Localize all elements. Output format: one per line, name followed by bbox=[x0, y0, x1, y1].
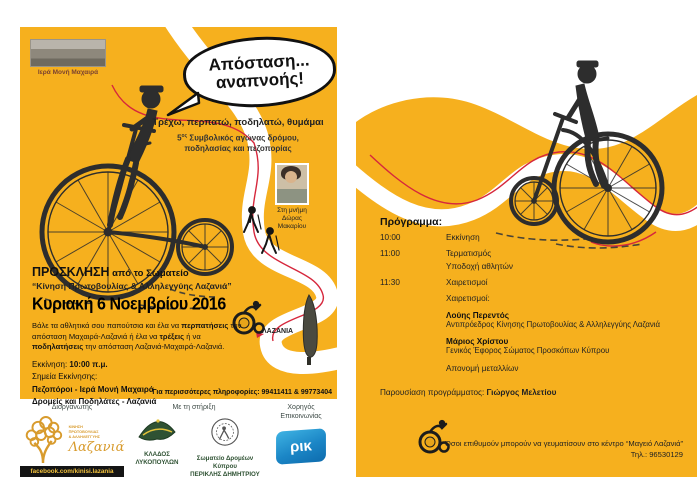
start-point-runners: Δρομείς και Ποδηλάτες - Λαζανιά bbox=[32, 397, 157, 407]
organizer-logo-text: ΚΙΝΗΣΗ ΠΡΩΤΟΒΟΥΛΙΑΣ & ΑΛΛΗΛΕΓΓΥΗΣ bbox=[68, 424, 100, 439]
scout-cap-icon bbox=[137, 417, 177, 443]
start-point-walkers: Πεζοπόροι - Ιερά Μονή Μαχαιρά bbox=[32, 384, 154, 394]
facebook-url: facebook.com/kinisi.lazania bbox=[20, 466, 124, 477]
monastery-caption: Ιερά Μονή Μαχαιρά bbox=[37, 69, 99, 76]
phone-info-line: Για περισσότερες πληροφορίες: 99411411 & 99773404 bbox=[152, 389, 332, 396]
rik-logo: ρικ bbox=[276, 428, 326, 465]
program-row: 10:00 Εκκίνηση bbox=[380, 233, 480, 242]
program-heading: Πρόγραμμα: bbox=[380, 216, 443, 228]
program-row: 11:30 Χαιρετισμοί bbox=[380, 277, 488, 287]
subtitle-rest: Συμβολικός αγώνας δρόμου, bbox=[187, 133, 299, 143]
greetings-label-row: Χαιρετισμοί: bbox=[446, 294, 490, 304]
start-info: Εκκίνηση: 10:00 π.μ. Σημεία Εκκίνησης: Πεζοπόροι - Ιερά Μονή Μαχαιρά Δρομείς και Ποδηλάτες - Λαζανιά bbox=[32, 359, 157, 407]
speaker-title: Γενικός Έφορος Σώματος Προσκόπων Κύπρου bbox=[446, 346, 610, 356]
speech-bubble-tail bbox=[166, 91, 200, 117]
memorial-photo bbox=[275, 163, 309, 205]
invitation-subtitle: “Κίνηση Πρωτοβουλίας & Αλληλεγγύης Λαζανιά” bbox=[32, 281, 232, 291]
speaker-title: Αντιπρόεδρος Κίνησης Πρωτοβουλίας & Αλληλεγγύης Λαζανιά bbox=[446, 320, 660, 330]
runners-club-seal-icon bbox=[210, 417, 240, 447]
event-date: Κυριακή 6 Νοεμβρίου 2016 bbox=[32, 295, 226, 315]
event-poster bbox=[20, 27, 337, 407]
tree-logo-icon bbox=[20, 415, 66, 465]
support-column bbox=[128, 404, 260, 479]
memorial-photo-shirt bbox=[277, 189, 307, 203]
subtitle-line2: ποδηλασίας και πεζοπορίας bbox=[184, 144, 292, 154]
scouts-logo-block: ΚΛΑΔΟΣ ΛΥΚΟΠΟΥΛΩΝ bbox=[128, 417, 186, 479]
program-block bbox=[380, 216, 680, 373]
poster-tagline: Τρέχω, περπατώ, ποδηλατώ, θυμάμαι bbox=[152, 117, 324, 128]
organizer-logo bbox=[20, 415, 124, 465]
runners-club-block: Σωματείο Δρομέων Κύπρου ΠΕΡΙΚΛΗΣ ΔΗΜΗΤΡΙΟΥ bbox=[190, 417, 260, 479]
organizer-column bbox=[20, 404, 124, 477]
organizer-logo-name: Λαζανιά bbox=[68, 439, 125, 455]
invitation-title: ΠΡΟΣΚΛΗΣΗ από το Σωματείο bbox=[32, 265, 189, 279]
organizer-heading: Διοργανωτής bbox=[51, 404, 93, 411]
presentation-line: Παρουσίαση προγράμματος: Γιώργος Μελετίου bbox=[380, 388, 557, 397]
start-points-label: Σημεία Εκκίνησης: bbox=[32, 372, 98, 382]
media-sponsor-heading: Χορηγός Επικοινωνίας bbox=[280, 404, 322, 420]
monastery-photo bbox=[30, 39, 106, 67]
invitation-block bbox=[32, 265, 260, 408]
memorial-photo-face bbox=[285, 171, 297, 183]
lazania-map-label: ΛΑΖΑΝΙΑ bbox=[262, 328, 294, 335]
memorial-caption: Στη μνήμη Δώρας Μακαρίου bbox=[277, 207, 307, 231]
memorial-block bbox=[272, 163, 312, 231]
medals-line: Απονομή μεταλλίων bbox=[446, 364, 519, 374]
subtitle-ordinal: ος bbox=[181, 133, 188, 139]
subtitle-number: 5 bbox=[177, 133, 182, 143]
lunch-note: Όσοι επιθυμούν μπορούν να γευματίσουν στο κέντρο “Μαγειό Λαζανιά” Τηλ.: 96530129 bbox=[445, 439, 683, 460]
invitation-body: Βάλε τα αθλητικά σου παπούτσια και έλα να περπατήσεις την απόσταση Μαχαιρά-Λαζανιά ή έλα να τρέξεις ή να ποδηλατήσεις την απόσταση Λαζανιά-Μαχαιρά-Λαζανιά. bbox=[32, 321, 242, 352]
program-panel bbox=[356, 0, 697, 477]
bubble-line2: αναπνοής! bbox=[215, 68, 305, 93]
poster-subtitle bbox=[152, 133, 324, 154]
program-row: 11:00 Τερματισμός bbox=[380, 249, 492, 259]
media-sponsor-column bbox=[266, 404, 336, 463]
speaker-name: Μάριος Χρίστου bbox=[446, 337, 509, 347]
rider-figure bbox=[110, 86, 163, 225]
sponsors-strip bbox=[20, 402, 337, 490]
bubble-line1: Απόσταση... bbox=[208, 50, 310, 75]
support-heading: Με τη στήριξη bbox=[172, 404, 216, 411]
program-row: Υποδοχή αθλητών bbox=[446, 261, 513, 271]
speaker-name: Λούης Περεντός bbox=[446, 311, 509, 321]
